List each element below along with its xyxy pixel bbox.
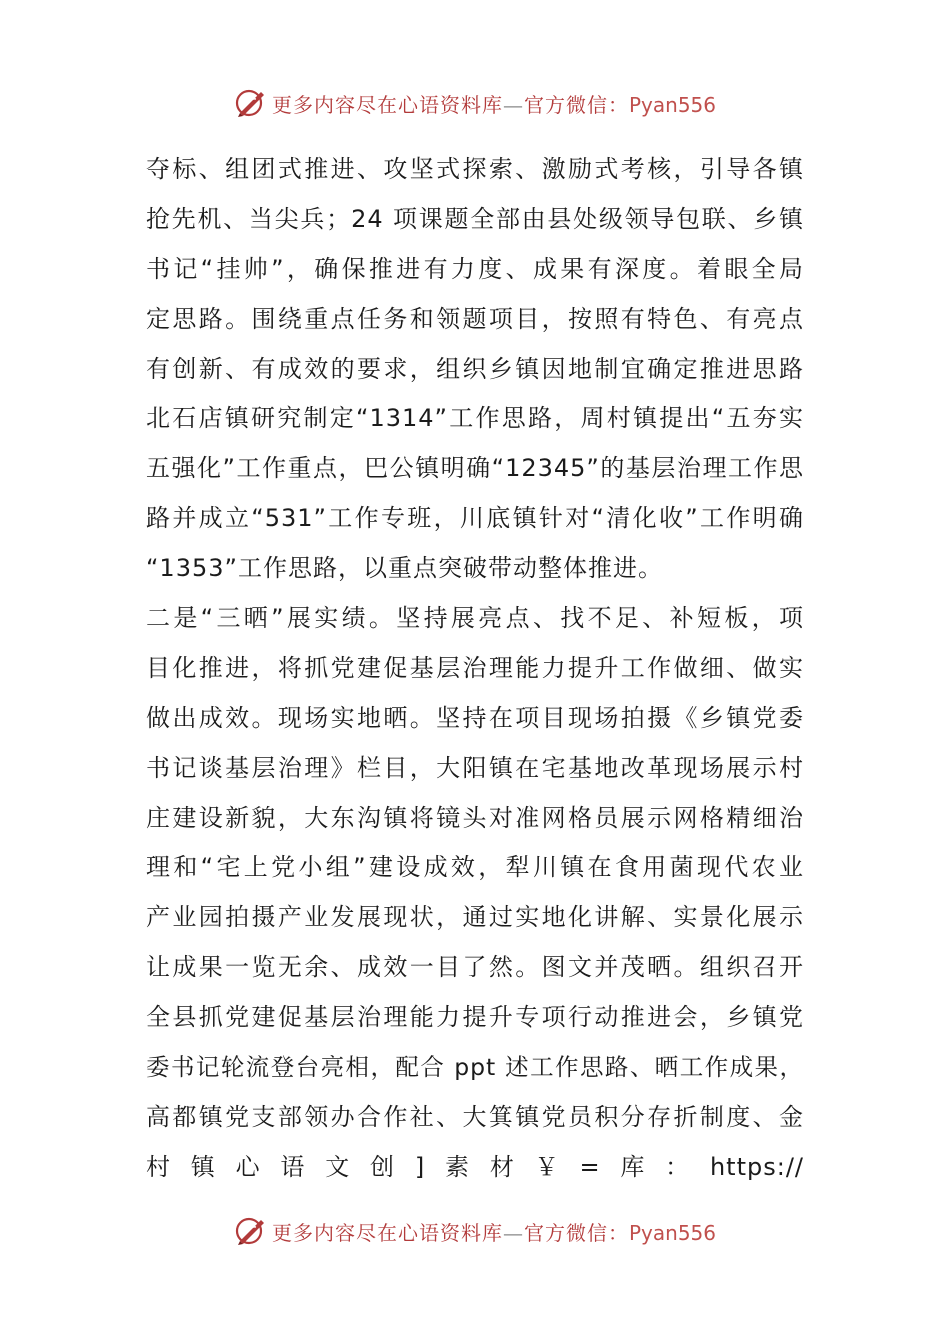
footer-wechat-id: Pyan556 bbox=[628, 1220, 716, 1245]
body-line: 全县抓党建促基层治理能力提升专项行动推进会，乡镇党 bbox=[146, 1003, 804, 1032]
body-line: 书记“挂帅”，确保推进有力度、成果有深度。着眼全局 bbox=[146, 254, 804, 283]
body-line: 有创新、有成效的要求，组织乡镇因地制宜确定推进思路 bbox=[146, 354, 804, 383]
body-line: 定思路。围绕重点任务和领题项目，按照有特色、有亮点 bbox=[146, 304, 804, 333]
footer-dash: — bbox=[502, 1220, 524, 1245]
body-line: 二是“三晒”展实绩。坚持展亮点、找不足、补短板，项 bbox=[146, 604, 804, 633]
pen-logo-icon bbox=[234, 1214, 268, 1248]
body-line: 做出成效。现场实地晒。坚持在项目现场拍摄《乡镇党委 bbox=[146, 703, 804, 732]
header-banner-text bbox=[272, 89, 716, 118]
body-line: 夺标、组团式推进、攻坚式探索、激励式考核，引导各镇 bbox=[146, 155, 804, 183]
body-line: 产业园拍摄产业发展现状，通过实地化讲解、实景化展示 bbox=[146, 903, 804, 932]
document-body bbox=[146, 145, 804, 1193]
body-line: 让成果一览无余、成效一目了然。图文并茂晒。组织召开 bbox=[146, 953, 804, 982]
footer-site-text: 更多内容尽在心语资料库 bbox=[271, 1220, 503, 1245]
body-line: 北石店镇研究制定“1314”工作思路，周村镇提出“五夯实 bbox=[146, 404, 804, 433]
body-line: 委书记轮流登台亮相，配合 ppt 述工作思路、晒工作成果， bbox=[146, 1053, 804, 1082]
header-wechat-id: Pyan556 bbox=[628, 92, 716, 117]
body-line: 书记谈基层治理》栏目，大阳镇在宅基地改革现场展示村 bbox=[146, 753, 804, 782]
footer-banner-text bbox=[272, 1217, 716, 1246]
pen-logo-icon bbox=[234, 86, 268, 120]
footer-wechat-label: 官方微信： bbox=[523, 1220, 629, 1245]
body-line: 理和“宅上党小组”建设成效，犁川镇在食用菌现代农业 bbox=[146, 853, 804, 882]
body-line: “1353”工作思路，以重点突破带动整体推进。 bbox=[146, 554, 663, 583]
body-line: 目化推进，将抓党建促基层治理能力提升工作做细、做实 bbox=[146, 653, 804, 682]
body-line: 高都镇党支部领办合作社、大箕镇党员积分存折制度、金 bbox=[146, 1102, 804, 1131]
header-site-text: 更多内容尽在心语资料库 bbox=[271, 92, 503, 117]
header-banner bbox=[0, 83, 950, 123]
body-line: 五强化”工作重点，巴公镇明确“12345”的基层治理工作思 bbox=[146, 454, 804, 483]
header-wechat-label: 官方微信： bbox=[523, 92, 629, 117]
body-line: 庄建设新貌，大东沟镇将镜头对准网格员展示网格精细治 bbox=[146, 803, 804, 832]
header-dash: — bbox=[502, 92, 524, 117]
body-line: 抢先机、当尖兵；24 项课题全部由县处级领导包联、乡镇 bbox=[146, 204, 804, 233]
footer-banner bbox=[0, 1211, 950, 1251]
body-line: 村镇心语文创]素材￥=库：https:// bbox=[146, 1152, 804, 1181]
body-line: 路并成立“531”工作专班，川底镇针对“清化收”工作明确 bbox=[146, 504, 804, 533]
